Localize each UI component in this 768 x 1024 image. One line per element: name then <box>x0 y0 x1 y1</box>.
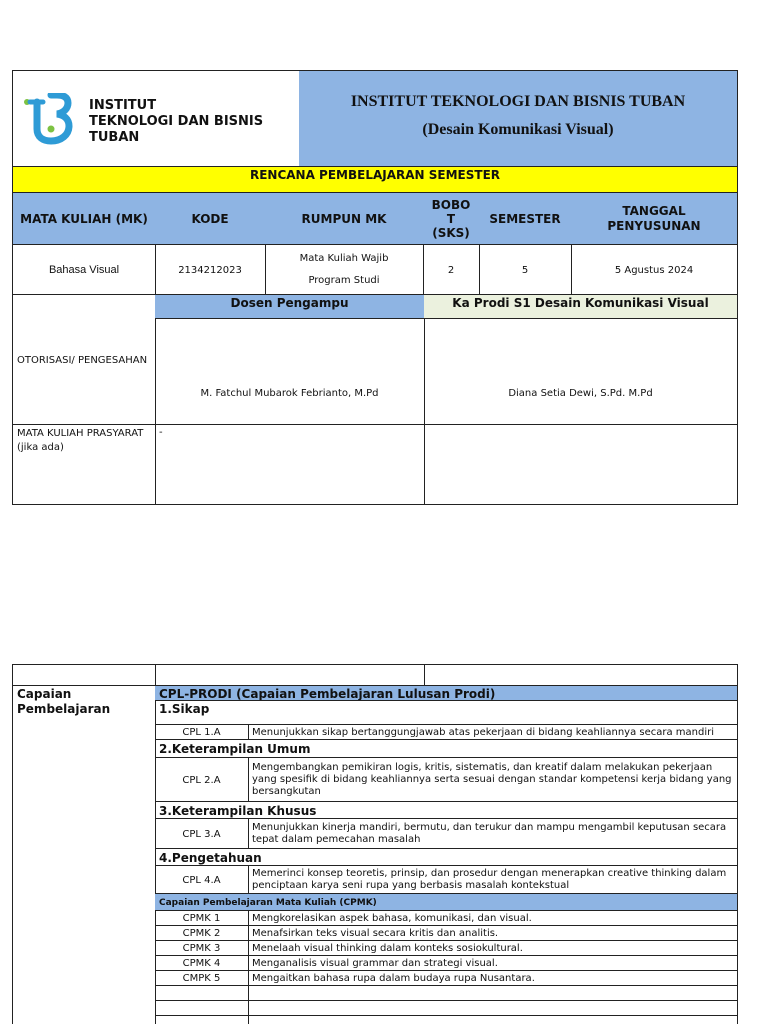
cpmk-description: Mengaitkan bahasa rupa dalam budaya rupa Nusantara. <box>248 970 738 986</box>
logo-line-2: TEKNOLOGI DAN BISNIS <box>89 114 264 129</box>
logo-line-3: TUBAN <box>89 130 140 145</box>
header-bobot-sks: BOBO T (SKS) <box>423 192 480 245</box>
cpl-code: CPL 1.A <box>155 724 249 740</box>
prasyarat-label: MATA KULIAH PRASYARAT (jika ada) <box>12 424 156 505</box>
header-kode: KODE <box>155 192 266 245</box>
cell-tanggal: 5 Agustus 2024 <box>571 244 738 295</box>
header-tanggal-penyusunan: TANGGAL PENYUSUNAN <box>571 192 738 245</box>
section-pengetahuan-title: 4.Pengetahuan <box>155 848 738 866</box>
cpl-code: CPL 4.A <box>155 865 249 894</box>
prasyarat-empty-cell <box>424 424 738 505</box>
cpmk-description: Menelaah visual thinking dalam konteks sosiokultural. <box>248 940 738 956</box>
cpmk-code: CMPK 5 <box>155 970 249 986</box>
header-mata-kuliah: MATA KULIAH (MK) <box>12 192 156 245</box>
kaprodi-header: Ka Prodi S1 Desain Komunikasi Visual <box>424 294 738 319</box>
header-semester: SEMESTER <box>479 192 572 245</box>
cpl-prodi-header: CPL-PRODI (Capaian Pembelajaran Lulusan Prodi) <box>155 685 738 701</box>
logo-text <box>89 98 263 146</box>
cpl-description: Menunjukkan kinerja mandiri, bermutu, dan terukur dan mampu mengambil keputusan secara tepat dalam pemecahan masalah <box>248 818 738 849</box>
empty-cell <box>248 1000 738 1016</box>
cpl-code: CPL 3.A <box>155 818 249 849</box>
otorisasi-label: OTORISASI/ PENGESAHAN <box>12 294 156 425</box>
empty-cell <box>155 1000 249 1016</box>
empty-cell <box>248 1015 738 1024</box>
institution-logo-icon <box>21 93 79 147</box>
logo-cell <box>12 70 300 167</box>
cell-mata-kuliah: Bahasa Visual <box>12 244 156 295</box>
dosen-name: M. Fatchul Mubarok Febrianto, M.Pd <box>155 318 425 425</box>
rps-banner: RENCANA PEMBELAJARAN SEMESTER <box>12 166 738 193</box>
empty-cell <box>155 664 425 686</box>
cpmk-code: CPMK 2 <box>155 925 249 941</box>
cell-rumpun-mk: Mata Kuliah Wajib Program Studi <box>265 244 424 295</box>
section-keterampilan-umum-title: 2.Keterampilan Umum <box>155 739 738 758</box>
cell-semester: 5 <box>479 244 572 295</box>
empty-cell <box>155 1015 249 1024</box>
section-sikap-title: 1.Sikap <box>155 700 738 725</box>
prasyarat-value: - <box>155 424 425 505</box>
page-title: INSTITUT TEKNOLOGI DAN BISNIS TUBAN <box>350 93 686 110</box>
cpmk-code: CPMK 4 <box>155 955 249 971</box>
cpmk-code: CPMK 1 <box>155 910 249 926</box>
cpl-description: Mengembangkan pemikiran logis, kritis, sistematis, dan kreatif dalam melakukan pekerjaan yang spesifik di bidang keahliannya serta sesuai dengan standar kompetensi kerja bidang yang bersangkutan <box>248 757 738 802</box>
logo-line-1: INSTITUT <box>89 98 157 113</box>
empty-cell <box>155 985 249 1001</box>
page-subtitle: (Desain Komunikasi Visual) <box>422 121 614 138</box>
cell-kode: 2134212023 <box>155 244 266 295</box>
cpmk-code: CPMK 3 <box>155 940 249 956</box>
cpmk-description: Menafsirkan teks visual secara kritis dan analitis. <box>248 925 738 941</box>
kaprodi-name: Diana Setia Dewi, S.Pd. M.Pd <box>424 318 738 425</box>
cpl-description: Menunjukkan sikap bertanggungjawab atas pekerjaan di bidang keahliannya secara mandiri <box>248 724 738 740</box>
empty-cell <box>248 985 738 1001</box>
dosen-pengampu-header: Dosen Pengampu <box>155 294 425 319</box>
empty-cell <box>424 664 738 686</box>
header-rumpun-mk: RUMPUN MK <box>265 192 424 245</box>
cpl-code: CPL 2.A <box>155 757 249 802</box>
cpl-description: Memerinci konsep teoretis, prinsip, dan prosedur dengan menerapkan creative thinking dalam penciptaan karya seni rupa yang berbasis masalah kontekstual <box>248 865 738 894</box>
cpmk-description: Mengkorelasikan aspek bahasa, komunikasi, dan visual. <box>248 910 738 926</box>
title-cell <box>299 70 738 167</box>
cpmk-header: Capaian Pembelajaran Mata Kuliah (CPMK) <box>155 893 738 911</box>
cpmk-description: Menganalisis visual grammar dan strategi visual. <box>248 955 738 971</box>
empty-cell <box>12 664 156 686</box>
section-keterampilan-khusus-title: 3.Keterampilan Khusus <box>155 801 738 819</box>
cell-bobot: 2 <box>423 244 480 295</box>
capaian-pembelajaran-label: Capaian Pembelajaran <box>12 685 156 1024</box>
